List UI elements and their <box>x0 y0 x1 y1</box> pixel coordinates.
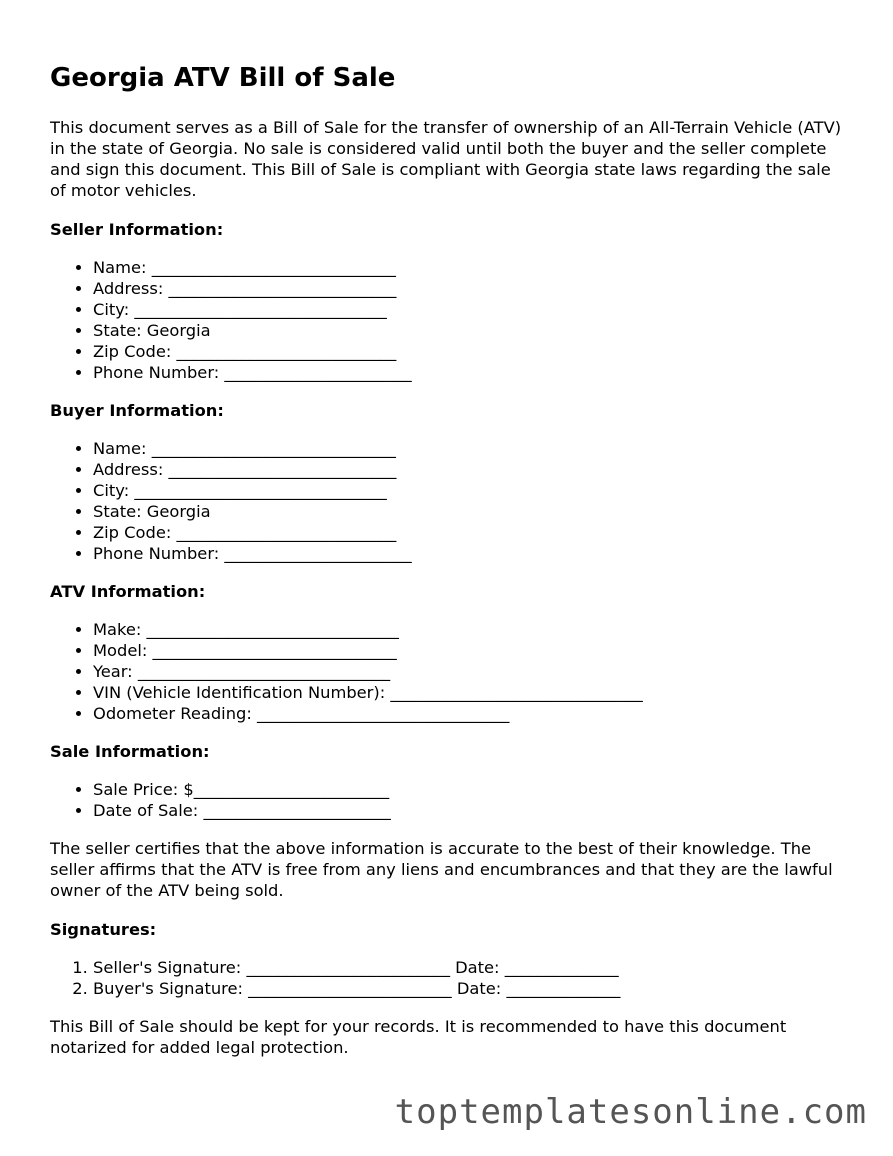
seller-heading: Seller Information: <box>50 220 224 239</box>
buyer-list <box>50 438 850 564</box>
seller-signature-line: 1. Seller's Signature: _________________________ Date: ______________ <box>93 957 850 978</box>
seller-city-field: • City: _______________________________ <box>93 299 850 320</box>
atv-heading: ATV Information: <box>50 582 206 601</box>
atv-odometer-field: • Odometer Reading: _______________________________ <box>93 703 850 724</box>
sale-date-field: • Date of Sale: _______________________ <box>93 800 850 821</box>
atv-year-field: • Year: _______________________________ <box>93 661 850 682</box>
document-page <box>50 62 850 1058</box>
seller-state-field: • State: Georgia <box>93 320 850 341</box>
buyer-phone-field: • Phone Number: _______________________ <box>93 543 850 564</box>
atv-list <box>50 619 850 724</box>
signatures-list <box>50 957 850 999</box>
buyer-zip-field: • Zip Code: ___________________________ <box>93 522 850 543</box>
seller-phone-field: • Phone Number: _______________________ <box>93 362 850 383</box>
seller-list <box>50 257 850 383</box>
certification-paragraph: The seller certifies that the above information is accurate to the best of their knowledge. The seller affirms that the ATV is free from any liens and encumbrances and that they are the lawful owner of the ATV being sold. <box>50 839 833 900</box>
buyer-address-field: • Address: ____________________________ <box>93 459 850 480</box>
sale-price-field: • Sale Price: $________________________ <box>93 779 850 800</box>
seller-address-field: • Address: ____________________________ <box>93 278 850 299</box>
seller-name-field: • Name: ______________________________ <box>93 257 850 278</box>
atv-vin-field: • VIN (Vehicle Identification Number): _______________________________ <box>93 682 850 703</box>
sale-list <box>50 779 850 821</box>
seller-zip-field: • Zip Code: ___________________________ <box>93 341 850 362</box>
intro-paragraph: This document serves as a Bill of Sale for the transfer of ownership of an All-Terrain Vehicle (ATV) in the state of Georgia. No sale is considered valid until both the buyer and the seller complete and sign this document. This Bill of Sale is compliant with Georgia state laws regarding the sale of motor vehicles. <box>50 118 842 200</box>
buyer-heading: Buyer Information: <box>50 401 224 420</box>
atv-model-field: • Model: ______________________________ <box>93 640 850 661</box>
signatures-heading: Signatures: <box>50 920 157 939</box>
buyer-city-field: • City: _______________________________ <box>93 480 850 501</box>
atv-make-field: • Make: _______________________________ <box>93 619 850 640</box>
sale-heading: Sale Information: <box>50 742 210 761</box>
buyer-state-field: • State: Georgia <box>93 501 850 522</box>
watermark-text: toptemplatesonline.com <box>394 1092 867 1132</box>
buyer-name-field: • Name: ______________________________ <box>93 438 850 459</box>
closing-paragraph: This Bill of Sale should be kept for your records. It is recommended to have this document notarized for added legal protection. <box>50 1017 787 1057</box>
document-title: Georgia ATV Bill of Sale <box>50 63 396 93</box>
buyer-signature-line: 2. Buyer's Signature: _________________________ Date: ______________ <box>93 978 850 999</box>
